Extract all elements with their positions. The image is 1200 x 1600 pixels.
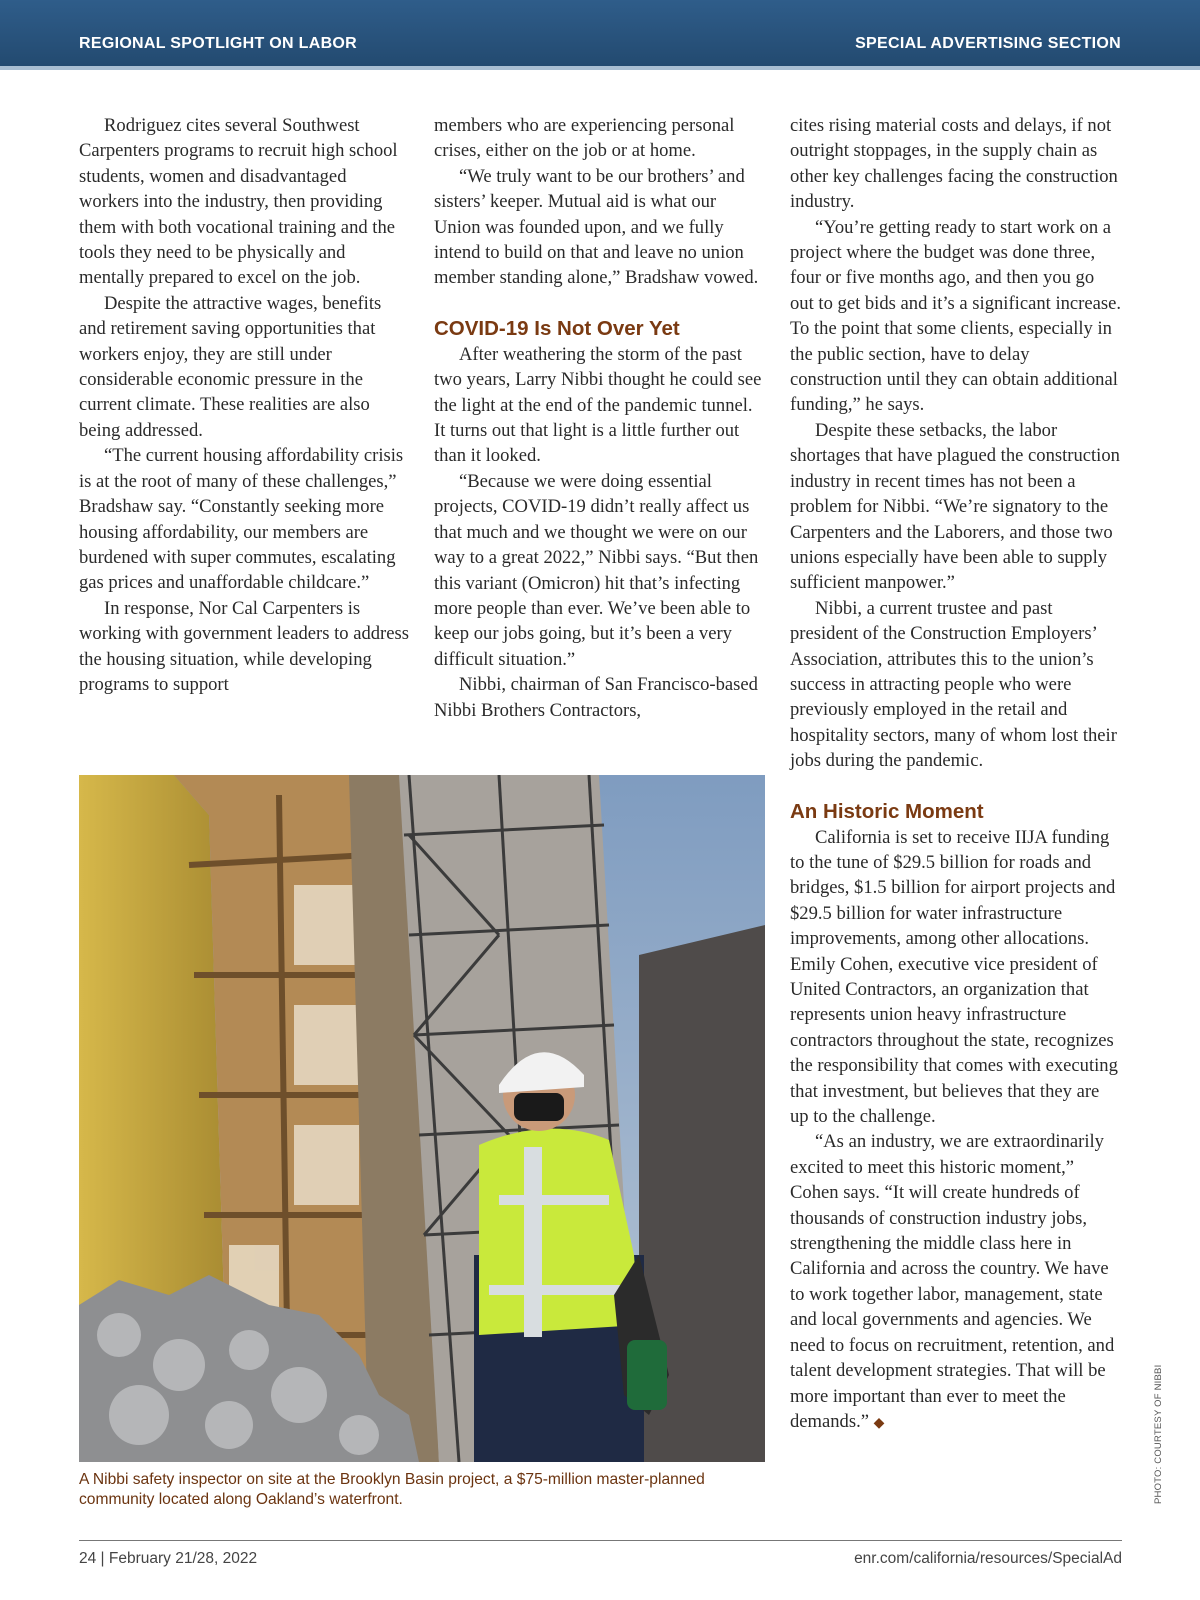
paragraph (790, 1129, 1122, 1436)
page-number-date: 24 | February 21/28, 2022 (79, 1550, 258, 1567)
section-label: REGIONAL SPOTLIGHT ON LABOR (79, 35, 358, 52)
subheading-covid: COVID-19 Is Not Over Yet (434, 316, 680, 340)
page-header (0, 0, 1200, 70)
photo-credit: PHOTO: COURTESY OF NIBBI (1153, 1364, 1164, 1504)
paragraph: “You’re getting ready to start work on a project where the budget was done three, four or five months ago, and then you go out to get bids and it’s a significant increase. To the point that some clients, especially in the public section, have to delay construction until they can obtain additional funding,” he says. (790, 216, 1121, 416)
paragraph: Rodriguez cites several Southwest Carpenters programs to recruit high school students, women and disadvantaged workers into the industry, then providing them with both vocational training and the tools they need to be physically and mentally prepared to excel on the job. (79, 115, 398, 289)
subheading-historic: An Historic Moment (790, 799, 984, 823)
paragraph: Nibbi, chairman of San Francisco-based Nibbi Brothers Contractors, (434, 674, 758, 721)
paragraph: members who are experiencing personal crises, either on the job or at home. (434, 115, 735, 162)
article-column-2 (434, 113, 764, 723)
construction-photo (79, 775, 765, 1462)
paragraph: Despite these setbacks, the labor shortages that have plagued the construction industry in recent times has not been a problem for Nibbi. “We’re signatory to the Carpenters and the Laborers, and those two unions especially have been able to supply sufficient manpower.” (790, 419, 1120, 594)
paragraph: In response, Nor Cal Carpenters is working with government leaders to address the housing situation, while developing programs to support (79, 597, 409, 695)
paragraph: “We truly want to be our brothers’ and sisters’ keeper. Mutual aid is what our Union was founded upon, and we fully intend to build on that and leave no union member standing alone,” Bradshaw vowed. (434, 165, 759, 289)
paragraph: Despite the attractive wages, benefits and retirement saving opportunities that workers enjoy, they are still under considerable economic pressure in the current climate. These realities are also being addressed. (79, 292, 382, 441)
footer-url: enr.com/california/resources/SpecialAd (854, 1550, 1122, 1567)
paragraph: “Because we were doing essential projects, COVID-19 didn’t really affect us that much and we thought we were on our way to a great 2022,” Nibbi says. “But then this variant (Omicron) hit that’s infecting more people than ever. We’ve been able to keep our jobs going, but it’s been a very difficult situation.” (434, 470, 759, 670)
advertising-label: SPECIAL ADVERTISING SECTION (855, 35, 1121, 52)
footer-rule (79, 1540, 1122, 1541)
paragraph: California is set to receive IIJA funding to the tune of $29.5 billion for roads and bridges, $1.5 billion for airport projects and $29.5 billion for water infrastructure improvements, among other allocations. Emily Cohen, executive vice president of United Contractors, an organization that represents union heavy infrastructure contractors throughout the state, recognizes the responsibility that comes with executing that investment, but believes that they are up to the challenge. (790, 826, 1118, 1128)
photo-caption: A Nibbi safety inspector on site at the Brooklyn Basin project, a $75-million master-planned community located along Oakland’s waterfront. (79, 1471, 705, 1508)
quote-text: “As an industry, we are extraordinarily excited to meet this historic moment,” Cohen says. “It will create hundreds of thousands of construction industry jobs, strengthening the middle class here in California and across the country. We have to work together labor, management, state and local governments and agencies. We need to focus on recruitment, retention, and talent development strategies. That will be more important than ever to meet the demands.” (790, 1131, 1115, 1432)
paragraph: “The current housing affordability crisis is at the root of many of these challenges,” Bradshaw say. “Constantly seeking more housing affordability, our members are burdened with super commutes, escalating gas prices and unaffordable childcare.” (79, 445, 404, 594)
article-column-1 (79, 113, 409, 697)
paragraph: After weathering the storm of the past two years, Larry Nibbi thought he could see the light at the end of the pandemic tunnel. It turns out that light is a little further out than it looked. (434, 343, 762, 467)
paragraph: cites rising material costs and delays, if not outright stoppages, in the supply chain as other key challenges facing the construction industry. (790, 115, 1118, 213)
paragraph: Nibbi, a current trustee and past president of the Construction Employers’ Association, attributes this to the union’s success in attracting people who were previously employed in the retail and hospitality sectors, many of whom lost their jobs during the pandemic. (790, 597, 1117, 772)
end-mark-icon: ◆ (873, 1415, 885, 1431)
article-column-3 (790, 113, 1122, 1436)
